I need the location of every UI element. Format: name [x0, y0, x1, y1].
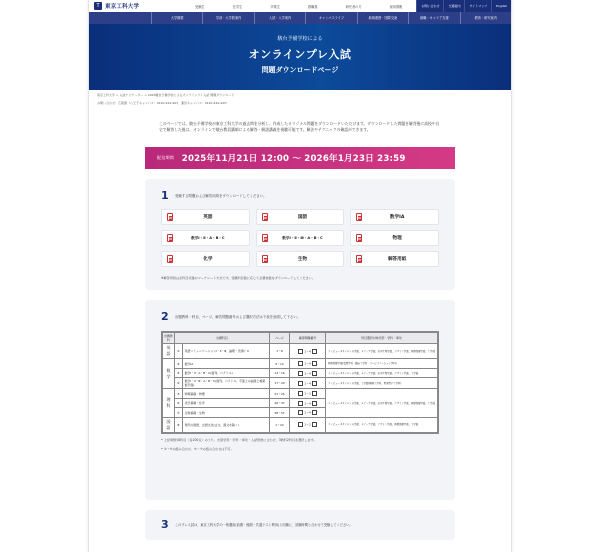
access-link[interactable]: 交通案内	[443, 0, 464, 12]
nav-item[interactable]: 学部・大学院案内	[202, 12, 253, 24]
subject-area: 国語	[163, 417, 175, 432]
step-1-section	[145, 179, 455, 290]
step-3-section	[145, 510, 455, 540]
header-question-numbers: 解答問題番号	[290, 333, 326, 344]
pdf-icon	[356, 255, 362, 263]
pdf-icon	[262, 255, 268, 263]
top-link[interactable]: 研究者の方	[345, 4, 362, 9]
pdf-icon	[262, 234, 268, 242]
top-link[interactable]: 在学生	[232, 4, 243, 9]
download-button-english[interactable]: 英語	[161, 209, 250, 225]
selection-note: • 上記4教科8科目（各100点）のうち、志望学部・学科・専攻・入試形態に合わせ、3教科2科目を選択します。	[161, 437, 317, 442]
download-button-japanese[interactable]: 国語	[256, 209, 345, 225]
checkbox	[312, 349, 317, 354]
pdf-icon	[356, 213, 362, 221]
download-button-biology[interactable]: 生物	[256, 251, 345, 267]
step-instruction: 受験する問題および解答用紙をダウンロードしてください。	[175, 194, 267, 199]
hero-subtitle: 駿台予備学校による	[277, 36, 323, 42]
audience-links	[181, 4, 416, 9]
top-link[interactable]: 教職員	[307, 4, 318, 9]
page-title-sub: 問題ダウンロードページ	[261, 66, 339, 74]
subject-area: 英語	[163, 344, 175, 359]
main-nav	[89, 12, 511, 24]
pdf-icon	[167, 234, 173, 242]
header-subject-area: 出題教科	[164, 334, 173, 343]
table-header-row	[163, 333, 438, 344]
table-row: 国語 ⑧ 現代の国語、言語文化(古文、漢文を除く) 1～22 1～2 コンピュータサイエンス学部、メディア学部、デザイン学部、医療保健学部、工学部	[163, 417, 438, 432]
pdf-icon	[356, 234, 362, 242]
checkbox	[298, 349, 303, 354]
download-button-math-12abc[interactable]: 数学Ⅰ・Ⅱ・A・B・C	[161, 230, 250, 246]
university-logo[interactable]	[89, 0, 181, 12]
breadcrumb[interactable]: 東京工科大学 > 入試ナビゲーター > 2025駿台予備学校によるオンラインプレ入試 問題ダウンロード	[97, 93, 235, 97]
download-button-math-1a[interactable]: 数学ⅠA	[350, 209, 439, 225]
subject-area: 数学	[163, 359, 175, 389]
nav-item[interactable]: 地域連携・国際交流	[357, 12, 408, 24]
utility-links	[416, 0, 511, 12]
table-row: 英語 ① 英語コミュニケーションⅠ・Ⅱ・Ⅲ、論理・表現Ⅰ・Ⅱ 1～8 1～4 コンピュータサイエンス学部、メディア学部、応用生物学部、デザイン学部、医療保健学部、工学部	[163, 344, 438, 359]
header-pages: ページ	[270, 333, 290, 344]
top-link[interactable]: 受験生	[195, 4, 205, 9]
answer-sheet-note: ※解答用紙は全科目共通のマークシート方式です。受験科目数に応じて必要枚数をダウンロードしてください。	[161, 276, 315, 281]
logo-mark: T	[94, 2, 102, 10]
table-row: ⑦ 生物基礎・生物 38～57 1～4	[163, 408, 438, 418]
table-row: 理科 ⑤ 物理基礎・物理 21～25 1～3 コンピュータサイエンス学部、メディア学部、応用生物学部、デザイン学部、医療保健学部、工学部	[163, 389, 438, 399]
subject-area: 理科	[163, 389, 175, 418]
combination-note: • ②～⑤の組み合わせ、⑥～⑦の組み合わせは不可。	[161, 446, 234, 451]
nav-item[interactable]: 入試・入学案内	[254, 12, 305, 24]
top-link[interactable]: 採用情報	[389, 4, 403, 9]
step-number: 1	[161, 189, 169, 203]
period-dates: 2025年11月21日 12:00 ～ 2026年1月23日 23:59	[181, 154, 406, 165]
nav-item[interactable]: キャンパスライフ	[305, 12, 356, 24]
pdf-icon	[167, 213, 173, 221]
step-number: 2	[161, 310, 169, 324]
intro-text: このページでは、駿台予備学校が東京工科大学の過去問を分析し、作成したオリジナル問題をダウンロードいただけます。ダウンロードした問題を解答後に高校や自宅で解答した後は、オンラインで駿台教員講師による解答・解説講義を視聴可能です。解法やテクニックの確認ができます。	[159, 121, 440, 133]
table-row: ③ 数学Ⅰ・Ⅱ・A・B・C(数列、ベクトル) 13～16 1～4 コンピュータサイエンス学部、メディア学部、応用生物学部、デザイン学部、工学部	[163, 368, 438, 378]
table-row: ⑥ 化学基礎・化学 26～37 1～4	[163, 398, 438, 408]
header-subject: 出題科目	[175, 333, 270, 344]
step-2-header	[161, 310, 439, 323]
period-label: 配信期間	[157, 155, 174, 161]
nav-item[interactable]: 大学概要	[151, 12, 202, 24]
page-title: オンラインプレ入試	[248, 48, 352, 61]
exam-table	[161, 331, 439, 434]
step-2-section	[145, 300, 455, 500]
pdf-icon	[262, 213, 268, 221]
step-1-header	[161, 189, 439, 202]
step-number: 3	[161, 518, 169, 532]
logo-text: 東京工科大学	[105, 4, 140, 10]
contact-info: お問い合わせ：広報課（八王子キャンパス：0120-444-903、蒲田キャンパス：0120-444-925）	[97, 101, 230, 105]
pdf-icon	[167, 255, 173, 263]
page-frame	[88, 0, 512, 552]
distribution-period-banner	[145, 147, 455, 169]
contact-link[interactable]: お問い合わせ	[416, 0, 443, 12]
step-instruction: このプレ入試は、東京工科大学の一般選抜(前期・後期・共通テスト利用)と同様に、試験時間と合わせて受験してください。	[175, 523, 353, 528]
download-button-math-123abc[interactable]: 数学Ⅰ・Ⅱ・Ⅲ・A・B・C	[256, 230, 345, 246]
nav-item[interactable]: 教育・研究案内	[460, 12, 511, 24]
header-target-departments: 科目選択対象学部・学科・専攻	[326, 333, 438, 344]
hero-banner	[89, 24, 511, 90]
top-bar	[89, 0, 511, 12]
step-3-header	[161, 518, 439, 531]
english-link[interactable]: English	[491, 0, 511, 12]
table-row: 数学 ② 数学ⅠA 9～12 1～4 医療保健学部(看護学科・臨床工学科・リハビリテーション学科)	[163, 359, 438, 369]
download-button-answer-sheet[interactable]: 解答用紙	[350, 251, 439, 267]
step-instruction: 出題教科・科目、ページ、解答問題番号および選択方法は下表を参照して下さい。	[175, 315, 301, 320]
nav-item[interactable]: 就職・キャリア支援	[408, 12, 459, 24]
download-button-chemistry[interactable]: 化学	[161, 251, 250, 267]
sitemap-link[interactable]: サイトマップ	[464, 0, 491, 12]
download-button-physics[interactable]: 物理	[350, 230, 439, 246]
table-row: ④ 数学Ⅰ・Ⅱ・Ⅲ・A・B・C(数列、ベクトル、平面上の曲線と複素数平面) 17～20 1～4 コンピュータサイエンス学部、工学部(機械工学科、電気電子工学科)	[163, 378, 438, 389]
top-link[interactable]: 卒業生	[270, 4, 280, 9]
subject-download-grid	[161, 209, 439, 267]
